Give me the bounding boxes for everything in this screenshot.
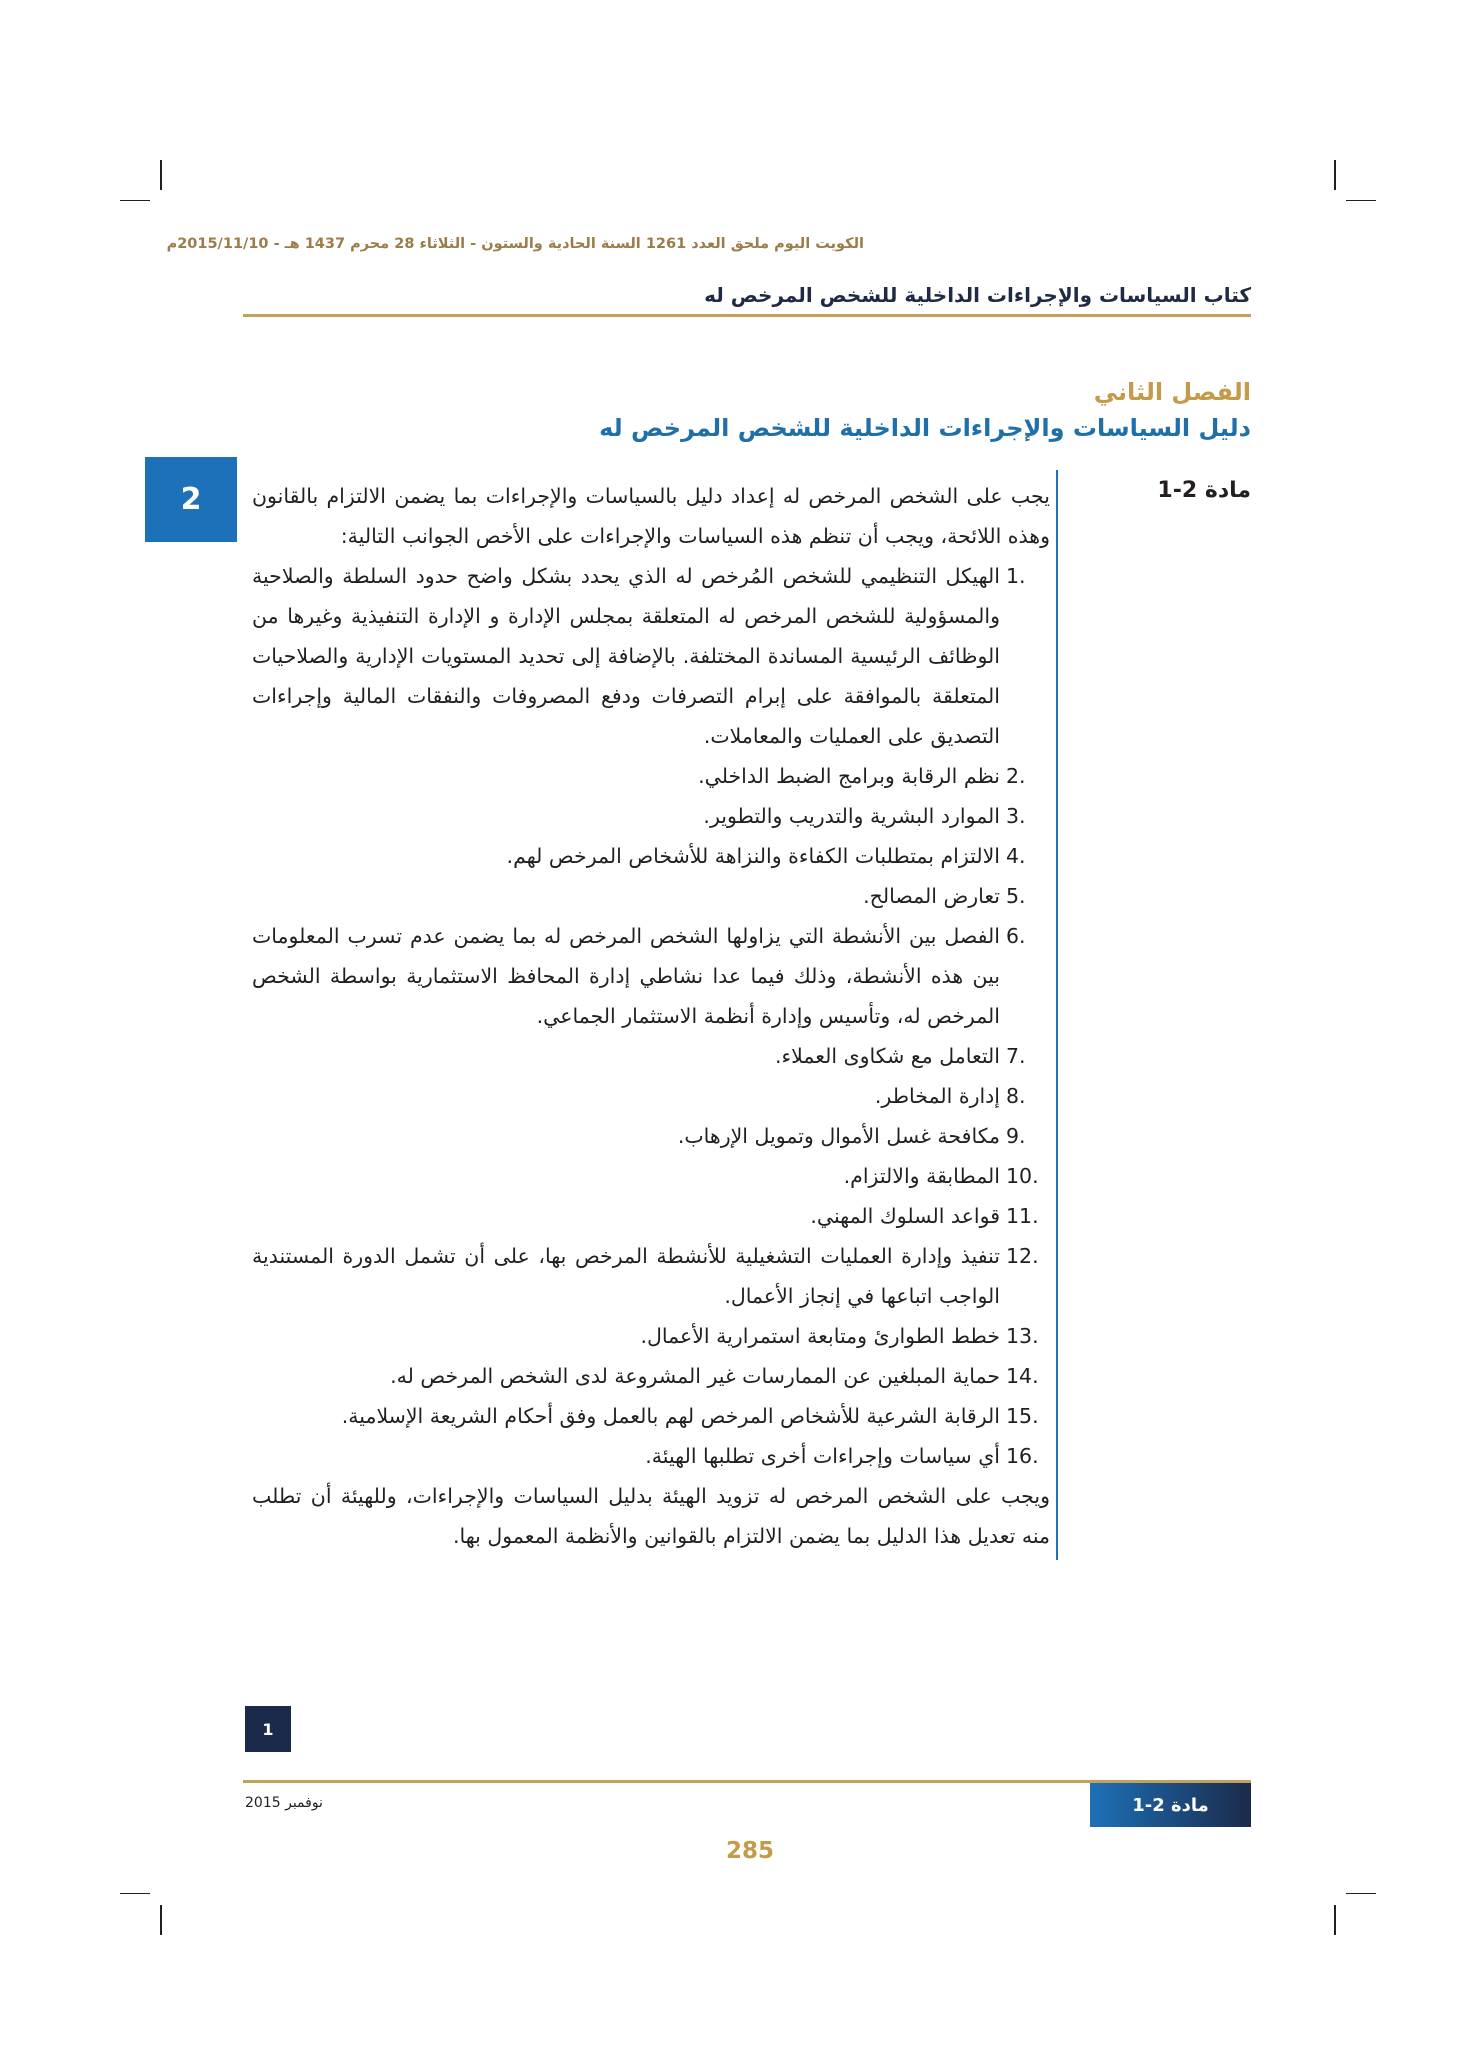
footer-article-bar: مادة 2-1 <box>1090 1783 1251 1827</box>
list-item-number: 5. <box>1006 884 1026 908</box>
crop-mark <box>160 160 162 190</box>
list-item <box>252 1356 1050 1396</box>
list-item <box>252 1156 1050 1196</box>
list-item-text: مكافحة غسل الأموال وتمويل الإرهاب. <box>677 1124 1000 1148</box>
list-item <box>252 1396 1050 1436</box>
gazette-line: الكويت اليوم ملحق العدد 1261 السنة الحادية والستون - الثلاثاء 28 محرم 1437 هـ - 2015/11/10م <box>166 236 864 252</box>
list-item-number: 11. <box>1006 1204 1039 1228</box>
chapter-tab: 2 <box>145 457 237 542</box>
list-item <box>252 1316 1050 1356</box>
list-item <box>252 1116 1050 1156</box>
page-box: 1 <box>245 1706 291 1752</box>
list-item-text: تعارض المصالح. <box>863 884 1000 908</box>
page-number: 285 <box>725 1838 774 1864</box>
chapter-title: دليل السياسات والإجراءات الداخلية للشخص المرخص له <box>599 414 1251 442</box>
crop-mark <box>120 1893 150 1894</box>
list-item <box>252 1236 1050 1316</box>
footer-date: نوفمبر 2015 <box>245 1795 323 1811</box>
article-label: مادة 2-1 <box>1157 478 1251 503</box>
list-item-number: 7. <box>1006 1044 1026 1068</box>
list-item <box>252 1036 1050 1076</box>
list-item <box>252 1196 1050 1236</box>
list-item-text: الفصل بين الأنشطة التي يزاولها الشخص المرخص له بما يضمن عدم تسرب المعلومات بين هذه الأنشطة، وذلك فيما عدا نشاطي إدارة المحافظ الاستثمارية بواسطة الشخص المرخص له، وتأسيس وإدارة أنظمة الاستثمار الجماعي. <box>252 924 1000 1028</box>
running-title: كتاب السياسات والإجراءات الداخلية للشخص المرخص له <box>704 283 1251 307</box>
list-item <box>252 796 1050 836</box>
list-item <box>252 1076 1050 1116</box>
list-item <box>252 876 1050 916</box>
list-item-number: 14. <box>1006 1364 1039 1388</box>
list-item-number: 16. <box>1006 1444 1039 1468</box>
list-item-number: 13. <box>1006 1324 1039 1348</box>
article-intro: يجب على الشخص المرخص له إعداد دليل بالسياسات والإجراءات بما يضمن الالتزام بالقانون وهذه اللائحة، ويجب أن تنظم هذه السياسات والإجراءات على الأخص الجوانب التالية: <box>252 484 1050 548</box>
list-item-number: 6. <box>1006 924 1026 948</box>
list-item-text: حماية المبلغين عن الممارسات غير المشروعة لدى الشخص المرخص له. <box>390 1364 1000 1388</box>
list-item-text: قواعد السلوك المهني. <box>810 1204 1000 1228</box>
article-divider <box>1056 470 1058 1560</box>
list-item-number: 8. <box>1006 1084 1026 1108</box>
header-rule <box>243 314 1251 317</box>
list-item-text: الرقابة الشرعية للأشخاص المرخص لهم بالعمل وفق أحكام الشريعة الإسلامية. <box>341 1404 1000 1428</box>
list-item-number: 9. <box>1006 1124 1026 1148</box>
crop-mark <box>120 200 150 201</box>
list-item-text: التعامل مع شكاوى العملاء. <box>775 1044 1000 1068</box>
article-body <box>252 476 1050 1556</box>
list-item-number: 2. <box>1006 764 1026 788</box>
list-item-text: أي سياسات وإجراءات أخرى تطلبها الهيئة. <box>645 1444 1000 1468</box>
chapter-label: الفصل الثاني <box>1093 378 1251 406</box>
list-item-text: الهيكل التنظيمي للشخص المُرخص له الذي يحدد بشكل واضح حدود السلطة والصلاحية والمسؤولية للشخص المرخص له المتعلقة بمجلس الإدارة و الإدارة التنفيذية وغيرها من الوظائف الرئيسية المساندة المختلفة. بالإضافة إلى تحديد المستويات الإدارية والصلاحيات المتعلقة بالموافقة على إبرام التصرفات ودفع المصروفات والنفقات المالية وإجراءات التصديق على العمليات والمعاملات. <box>252 564 1000 748</box>
crop-mark <box>1346 1893 1376 1894</box>
list-item-number: 12. <box>1006 1244 1039 1268</box>
list-item <box>252 916 1050 1036</box>
list-item-text: الموارد البشرية والتدريب والتطوير. <box>703 804 1000 828</box>
list-item-text: المطابقة والالتزام. <box>843 1164 1000 1188</box>
list-item-text: نظم الرقابة وبرامج الضبط الداخلي. <box>698 764 1000 788</box>
crop-mark <box>1334 160 1336 190</box>
list-item-number: 10. <box>1006 1164 1039 1188</box>
list-item-number: 1. <box>1006 564 1026 588</box>
list-item-text: خطط الطوارئ ومتابعة استمرارية الأعمال. <box>640 1324 1000 1348</box>
list-item-text: إدارة المخاطر. <box>874 1084 1000 1108</box>
list-item <box>252 756 1050 796</box>
article-items <box>252 556 1050 1476</box>
list-item <box>252 1436 1050 1476</box>
list-item <box>252 836 1050 876</box>
list-item-number: 15. <box>1006 1404 1039 1428</box>
crop-mark <box>160 1905 162 1935</box>
list-item <box>252 556 1050 756</box>
article-closing: ويجب على الشخص المرخص له تزويد الهيئة بدليل السياسات والإجراءات، وللهيئة أن تطلب منه تعديل هذا الدليل بما يضمن الالتزام بالقوانين والأنظمة المعمول بها. <box>252 1484 1050 1548</box>
list-item-text: الالتزام بمتطلبات الكفاءة والنزاهة للأشخاص المرخص لهم. <box>506 844 1000 868</box>
list-item-number: 3. <box>1006 804 1026 828</box>
list-item-number: 4. <box>1006 844 1026 868</box>
crop-mark <box>1346 200 1376 201</box>
list-item-text: تنفيذ وإدارة العمليات التشغيلية للأنشطة المرخص بها، على أن تشمل الدورة المستندية الواجب اتباعها في إنجاز الأعمال. <box>252 1244 1000 1308</box>
crop-mark <box>1334 1905 1336 1935</box>
